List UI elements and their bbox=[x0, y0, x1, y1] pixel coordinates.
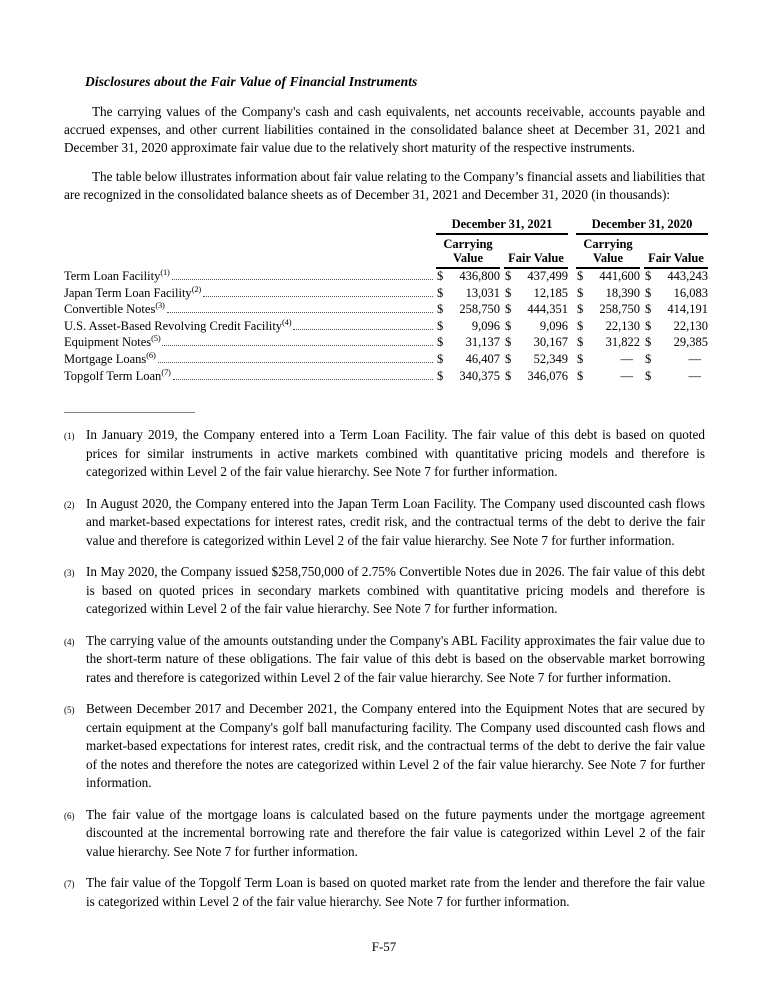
row-label: U.S. Asset-Based Revolving Credit Facility$^{(4)}$ bbox=[64, 319, 291, 334]
dot-leader bbox=[172, 279, 433, 280]
row-label: Mortgage Loans$^{(6)}$ bbox=[64, 352, 156, 367]
cell-2020-fair: $ 16,083 bbox=[645, 285, 708, 300]
cell-2020-fair: $ 22,130 bbox=[645, 318, 708, 333]
footnote-ref: (5) bbox=[151, 335, 161, 344]
cell-2020-carrying: $ 18,390 bbox=[577, 285, 640, 300]
table-row bbox=[64, 318, 708, 336]
dollar-sign: $ bbox=[505, 302, 512, 317]
cell-2021-fair: $ 9,096 bbox=[505, 318, 568, 333]
dot-leader bbox=[162, 345, 433, 346]
footnote-ref: (2) bbox=[191, 285, 201, 294]
cell-2021-fair: $ 437,499 bbox=[505, 269, 568, 283]
footnote-ref: (3) bbox=[155, 302, 165, 311]
cell-2020-carrying: $ 258,750 bbox=[577, 302, 640, 317]
dot-leader bbox=[203, 296, 433, 297]
row-label: Equipment Notes$^{(5)}$ bbox=[64, 335, 160, 350]
dot-leader bbox=[158, 362, 433, 363]
section-heading: Disclosures about the Fair Value of Financial Instruments bbox=[85, 74, 418, 89]
table-row bbox=[64, 369, 705, 386]
footnote-marker: (5) bbox=[64, 705, 75, 716]
dollar-sign: $ bbox=[645, 302, 652, 317]
table-header-groups bbox=[64, 217, 705, 235]
dollar-sign: $ bbox=[577, 351, 584, 366]
footnote-marker: (7) bbox=[64, 879, 75, 890]
footnote bbox=[64, 563, 705, 619]
dollar-sign: $ bbox=[437, 302, 444, 317]
table-row bbox=[64, 285, 708, 303]
dollar-sign: $ bbox=[645, 269, 652, 283]
row-label: Japan Term Loan Facility$^{(2)}$ bbox=[64, 286, 201, 301]
footnote-marker: (2) bbox=[64, 499, 75, 510]
dollar-sign: $ bbox=[437, 285, 444, 300]
dollar-sign: $ bbox=[505, 269, 512, 283]
dollar-sign: $ bbox=[505, 351, 512, 366]
dollar-sign: $ bbox=[577, 285, 584, 300]
footnote-text: In May 2020, the Company issued $258,750,000 of 2.75% Convertible Notes due in 2026. The fair value of this debt is based on quoted prices in secondary markets combined with quantitative pricing models and therefore is categorized within Level 2 of the fair value hierarchy. See Note 7 for further information. bbox=[86, 564, 705, 617]
footnote bbox=[64, 632, 705, 688]
dollar-sign: $ bbox=[505, 318, 512, 333]
cell-2021-carrying: $ 258,750 bbox=[437, 302, 500, 317]
footnote-text: The fair value of the mortgage loans is calculated based on the future payments under the mortgage agreement discounted at the incremental borrowing rate and therefore the fair value is categorized within Level 2 of the fair value hierarchy. See Note 7 for further information. bbox=[86, 806, 705, 859]
dollar-sign: $ bbox=[645, 368, 652, 383]
table-subheaders bbox=[64, 238, 705, 269]
cell-2020-fair: $ 29,385 bbox=[645, 335, 708, 350]
footnote-ref: (7) bbox=[161, 368, 171, 377]
cell-2020-carrying: $ — bbox=[577, 368, 633, 383]
table-row bbox=[64, 302, 708, 319]
dollar-sign: $ bbox=[577, 335, 584, 350]
cell-2020-carrying: $ — bbox=[577, 351, 633, 366]
dot-leader bbox=[167, 312, 433, 313]
footnote-text: In August 2020, the Company entered into the Japan Term Loan Facility. The Company used discounted cash flows and market-based expectations for interest rates, credit risk, and the contractual terms of the debt to derive the fair value and therefore is categorized within Level 2 of the fair value hierarchy. See Note 7 for further information. bbox=[86, 495, 705, 548]
col-group-2020: December 31, 2020 bbox=[576, 217, 708, 235]
footnote bbox=[64, 426, 705, 482]
footnote-ref: (4) bbox=[282, 318, 292, 327]
footnote-separator-rule bbox=[64, 412, 195, 413]
footnote-marker: (6) bbox=[64, 810, 75, 821]
cell-2021-fair: $ 444,351 bbox=[505, 302, 568, 317]
subheader-carrying-2020: Carrying Value bbox=[576, 238, 640, 269]
table-row bbox=[64, 335, 708, 352]
cell-2021-fair: $ 30,167 bbox=[505, 335, 568, 350]
subheader-fair-2021: Fair Value bbox=[504, 252, 568, 270]
dollar-sign: $ bbox=[505, 285, 512, 300]
footnote bbox=[64, 700, 705, 793]
paragraph-table-intro: The table below illustrates information about fair value relating to the Company’s financial assets and liabilities that are recognized in the consolidated balance sheets as of December 31, 2021 and December 31, 2020 (in thousands): bbox=[64, 169, 705, 202]
cell-2021-carrying: $ 13,031 bbox=[437, 285, 500, 300]
cell-2020-carrying: $ 441,600 bbox=[577, 269, 640, 283]
col-group-2021: December 31, 2021 bbox=[436, 217, 568, 235]
cell-2020-fair: $ — bbox=[645, 351, 701, 366]
footnote-marker: (3) bbox=[64, 568, 75, 579]
cell-2021-carrying: $ 31,137 bbox=[437, 335, 500, 350]
subheader-fair-2020: Fair Value bbox=[644, 252, 708, 270]
footnote-text: The carrying value of the amounts outstanding under the Company's ABL Facility approximates the fair value due to the short-term nature of these obligations. The fair value of this debt is based on the observable market borrowing rates and therefore is categorized within Level 2 of the fair value hierarchy. See Note 7 for further information. bbox=[86, 632, 705, 685]
dollar-sign: $ bbox=[645, 351, 652, 366]
cell-2020-carrying: $ 22,130 bbox=[577, 318, 640, 333]
dot-leader bbox=[173, 379, 433, 380]
table-row bbox=[64, 352, 705, 369]
footnote-text: Between December 2017 and December 2021, the Company entered into the Equipment Notes that are secured by certain equipment at the Company's golf ball manufacturing facility. The Company used discounted cash flows and market-based expectations for interest rates, credit risk, and the contractual terms of the debt to derive the fair value of the notes and therefore the notes are categorized within Level 2 of the fair value hierarchy. See Note 7 for further information. bbox=[86, 701, 705, 791]
paragraph-carrying-values: The carrying values of the Company's cash and cash equivalents, net accounts receivable, accounts payable and accrued expenses, and other current liabilities contained in the consolidated balance sheet at December 31, 2021 and December 31, 2020 approximate fair value due to the relatively short maturity of the respective instruments. bbox=[64, 104, 705, 155]
dollar-sign: $ bbox=[437, 269, 444, 283]
cell-2021-carrying: $ 9,096 bbox=[437, 318, 500, 333]
footnote bbox=[64, 806, 705, 862]
subheader-carrying-2021: Carrying Value bbox=[436, 238, 500, 269]
dollar-sign: $ bbox=[505, 335, 512, 350]
table-row bbox=[64, 269, 708, 286]
page-number: F-57 bbox=[371, 939, 397, 954]
dollar-sign: $ bbox=[437, 368, 444, 383]
footnote-text: The fair value of the Topgolf Term Loan is based on quoted market rate from the lender and therefore the fair value is categorized within Level 2 of the fair value hierarchy. See Note 7 for further information. bbox=[86, 875, 705, 909]
cell-2021-carrying: $ 46,407 bbox=[437, 351, 500, 366]
dollar-sign: $ bbox=[645, 335, 652, 350]
footnote bbox=[64, 874, 705, 911]
dollar-sign: $ bbox=[437, 335, 444, 350]
dollar-sign: $ bbox=[577, 302, 584, 317]
footnote-marker: (4) bbox=[64, 636, 75, 647]
footnote bbox=[64, 495, 705, 551]
cell-2020-fair: $ 443,243 bbox=[645, 269, 708, 283]
cell-2021-fair: $ 52,349 bbox=[505, 351, 568, 366]
cell-2021-fair: $ 12,185 bbox=[505, 285, 568, 300]
footnote-text: In January 2019, the Company entered into a Term Loan Facility. The fair value of this debt is based on quoted prices for similar instruments in active markets combined with quantitative pricing models and therefore is categorized within Level 2 of the fair value hierarchy. See Note 7 for further information. bbox=[86, 427, 705, 480]
dot-leader bbox=[293, 329, 433, 330]
dollar-sign: $ bbox=[645, 285, 652, 300]
dollar-sign: $ bbox=[505, 368, 512, 383]
footnote-ref: (6) bbox=[146, 351, 156, 360]
footnote-marker: (1) bbox=[64, 431, 75, 442]
cell-2021-carrying: $ 436,800 bbox=[437, 269, 500, 283]
dollar-sign: $ bbox=[437, 351, 444, 366]
cell-2021-fair: $ 346,076 bbox=[505, 368, 568, 383]
cell-2020-fair: $ 414,191 bbox=[645, 302, 708, 317]
cell-2021-carrying: $ 340,375 bbox=[437, 368, 500, 383]
row-label: Convertible Notes$^{(3)}$ bbox=[64, 302, 165, 317]
cell-2020-fair: $ — bbox=[645, 368, 701, 383]
dollar-sign: $ bbox=[577, 269, 584, 283]
dollar-sign: $ bbox=[577, 368, 584, 383]
cell-2020-carrying: $ 31,822 bbox=[577, 335, 640, 350]
dollar-sign: $ bbox=[437, 318, 444, 333]
fair-value-table bbox=[64, 217, 708, 385]
footnote-ref: (1) bbox=[160, 269, 170, 277]
dollar-sign: $ bbox=[645, 318, 652, 333]
row-label: Topgolf Term Loan$^{(7)}$ bbox=[64, 369, 171, 384]
dollar-sign: $ bbox=[577, 318, 584, 333]
row-label: Term Loan Facility$^{(1)}$ bbox=[64, 269, 170, 284]
